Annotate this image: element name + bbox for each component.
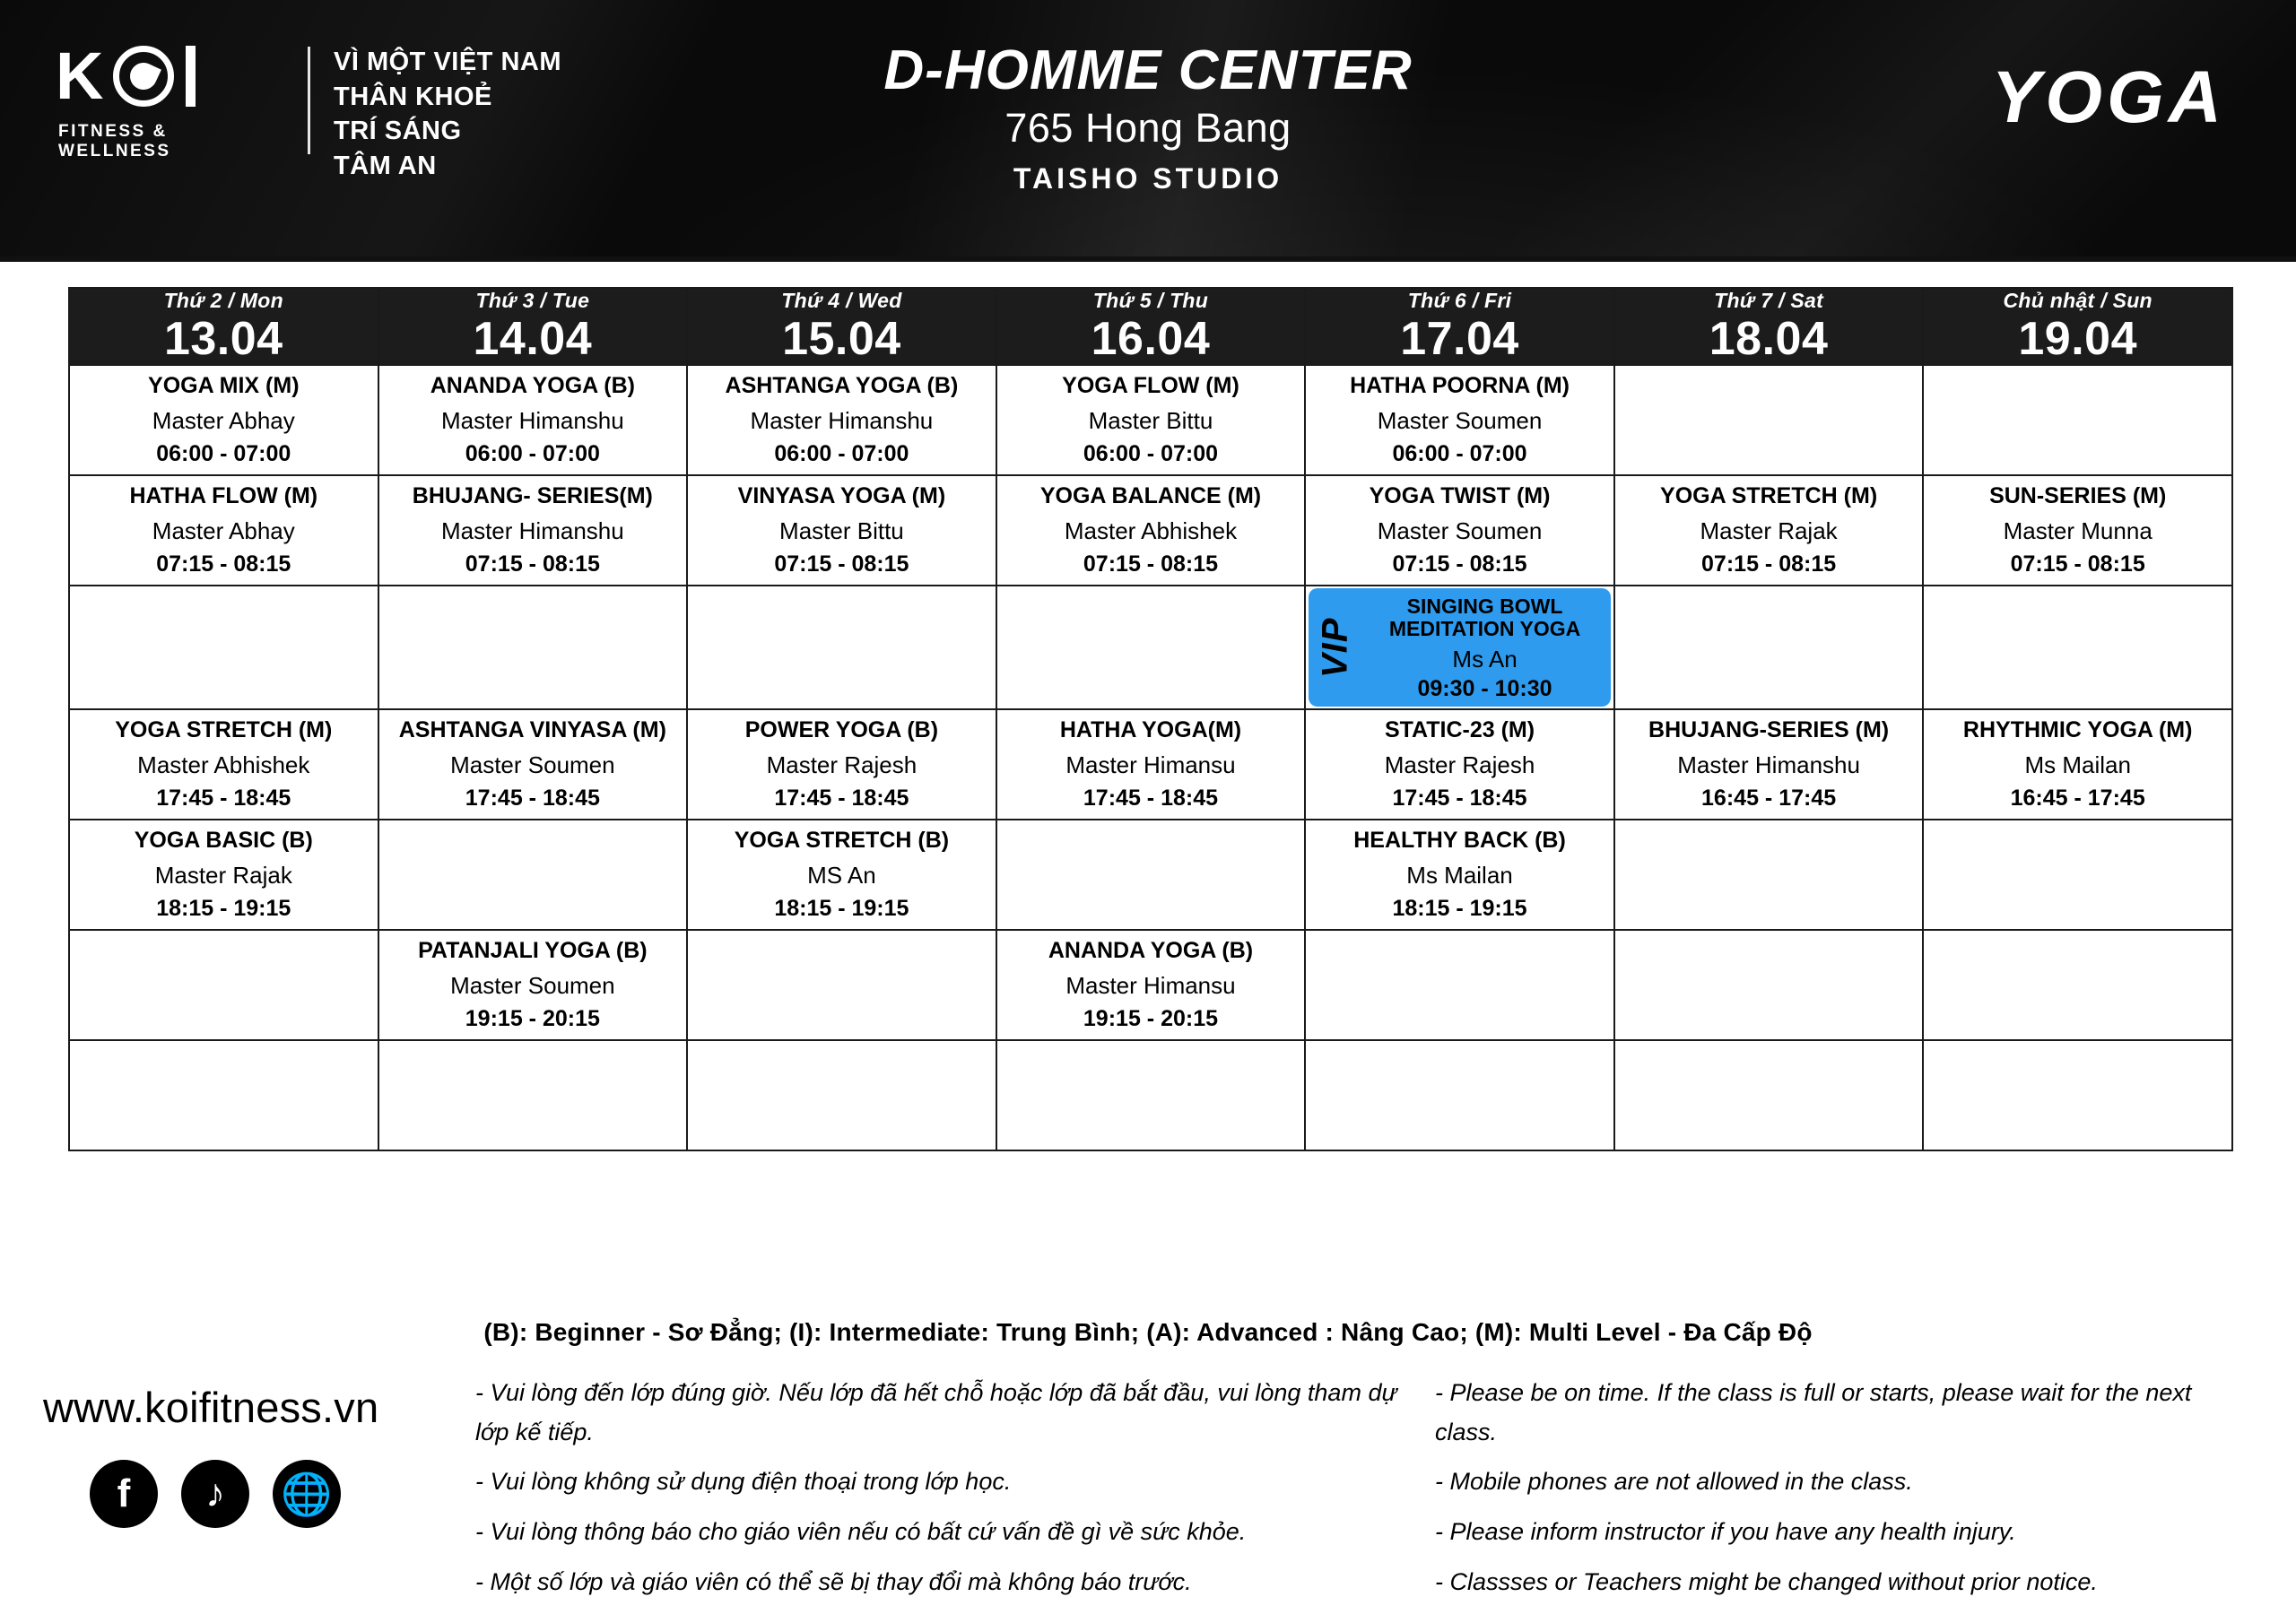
class-name: SUN-SERIES (M) [1989,483,2167,509]
class-cell[interactable] [1614,475,1924,586]
social-links [90,1460,341,1528]
schedule-row [69,365,2232,475]
class-teacher: Master Soumen [450,971,615,999]
day-name: Thứ 3 / Tue [475,289,590,312]
day-name: Thứ 5 / Thu [1092,289,1209,312]
schedule-row [69,475,2232,586]
day-date: 18.04 [1709,313,1829,365]
empty-cell [687,1040,996,1150]
empty-cell [1923,1040,2232,1150]
class-name: ASHTANGA VINYASA (M) [398,717,666,743]
day-column-thu [996,288,1306,365]
class-cell[interactable] [69,820,378,930]
class-time: 06:00 - 07:00 [1392,440,1527,466]
day-date: 17.04 [1400,313,1519,365]
class-time: 07:15 - 08:15 [1392,551,1527,577]
vip-badge: VIP [1315,616,1355,678]
class-name: RHYTHMIC YOGA (M) [1962,717,2193,743]
koi-logo [56,39,284,161]
class-time: 06:00 - 07:00 [465,440,600,466]
class-teacher: Master Himansu [1065,751,1236,778]
day-date: 13.04 [163,313,283,365]
website-link[interactable]: www.koifitness.vn [43,1384,379,1431]
slogan-line-4: TÂM AN [334,151,437,180]
class-time: 18:15 - 19:15 [774,895,909,921]
schedule-table-wrap [68,287,2233,1151]
class-time: 06:00 - 07:00 [774,440,909,466]
table-header-row [69,288,2232,365]
class-time: 06:00 - 07:00 [156,440,291,466]
class-time: 17:45 - 18:45 [774,785,909,811]
class-teacher: Ms Mailan [2024,751,2131,778]
class-time: 07:15 - 08:15 [774,551,909,577]
class-teacher: Ms Mailan [1406,861,1513,889]
class-cell[interactable] [996,930,1306,1040]
class-teacher: Master Soumen [1377,516,1543,544]
class-cell[interactable] [378,930,688,1040]
empty-cell [1614,820,1924,930]
class-teacher: Master Bittu [779,516,904,544]
class-cell[interactable] [1305,475,1614,586]
class-name: PATANJALI YOGA (B) [418,938,648,964]
empty-cell [687,586,996,709]
koi-fish-circle-icon [113,46,174,107]
class-name: YOGA FLOW (M) [1062,373,1239,399]
brand-tagline: FITNESS & WELLNESS [58,122,171,161]
class-cell[interactable] [378,365,688,475]
schedule-row [69,820,2232,930]
center-info [883,41,1412,195]
slogan-line-1: VÌ MỘT VIỆT NAM [334,48,561,76]
class-cell[interactable] [1923,709,2232,820]
class-time: 07:15 - 08:15 [465,551,600,577]
class-name: ANANDA YOGA (B) [430,373,635,399]
class-teacher: Master Rajesh [1384,751,1535,778]
day-name: Thứ 6 / Fri [1407,289,1512,312]
note-en-3: - Please inform instructor if you have any health injury. [1435,1518,2016,1546]
class-name: HATHA POORNA (M) [1350,373,1570,399]
empty-cell [1614,365,1924,475]
class-name: SINGING BOWL MEDITATION YOGA [1388,594,1581,641]
class-cell[interactable] [687,709,996,820]
class-name: STATIC-23 (M) [1384,717,1535,743]
class-time: 09:30 - 10:30 [1417,675,1552,701]
empty-cell [378,586,688,709]
class-cell[interactable] [996,475,1306,586]
day-date: 19.04 [2018,313,2137,365]
koi-letter-k: K [56,39,106,113]
tiktok-icon[interactable]: ♪ [181,1460,249,1528]
center-address: 765 Hong Bang [1004,105,1292,152]
day-column-tue [378,288,688,365]
center-title: D-HOMME CENTER [883,39,1413,101]
empty-cell [1614,1040,1924,1150]
class-time: 18:15 - 19:15 [156,895,291,921]
logo-divider [308,47,310,154]
schedule-row [69,709,2232,820]
class-time: 18:15 - 19:15 [1392,895,1527,921]
note-vi-3: - Vui lòng thông báo cho giáo viên nếu có bất cứ vấn đề gì về sức khỏe. [475,1518,1247,1546]
schedule-table [68,287,2233,1151]
class-cell[interactable] [687,475,996,586]
koi-letter-i [186,46,196,107]
empty-cell [996,1040,1306,1150]
class-cell[interactable] [378,475,688,586]
note-vi-4: - Một số lớp và giáo viên có thể sẽ bị thay đổi mà không báo trước. [475,1567,1192,1595]
class-time: 17:45 - 18:45 [156,785,291,811]
globe-icon[interactable]: 🌐 [273,1460,341,1528]
class-teacher: Master Himanshu [440,516,624,544]
schedule-row [69,1040,2232,1150]
class-cell[interactable] [996,365,1306,475]
class-name: YOGA MIX (M) [148,373,300,399]
note-en-2: - Mobile phones are not allowed in the class. [1435,1468,1913,1496]
class-cell[interactable] [687,820,996,930]
class-teacher: Master Rajak [1700,516,1838,544]
notes-vietnamese [475,1374,1426,1613]
class-name: HATHA YOGA(M) [1059,717,1242,743]
class-cell[interactable] [1923,475,2232,586]
empty-cell [378,820,688,930]
class-teacher: Master Soumen [1377,406,1543,434]
class-time: 07:15 - 08:15 [156,551,291,577]
class-teacher: Master Himansu [1065,971,1236,999]
vip-card-body [1362,588,1611,707]
facebook-icon[interactable]: f [90,1460,158,1528]
note-en-1: - Please be on time. If the class is full or starts, please wait for the next class. [1435,1379,2192,1445]
class-time: 19:15 - 20:15 [465,1005,600,1031]
class-name: YOGA STRETCH (M) [115,717,333,743]
class-cell[interactable] [996,709,1306,820]
slogan-line-3: TRÍ SÁNG [334,117,462,146]
vip-class-card[interactable] [1309,588,1611,707]
class-cell[interactable] [1305,365,1614,475]
class-teacher: Master Soumen [450,751,615,778]
note-vi-2: - Vui lòng không sử dụng điện thoại trong lớp học. [475,1468,1012,1496]
class-cell[interactable] [69,475,378,586]
class-name: ANANDA YOGA (B) [1048,938,1254,964]
class-name: ASHTANGA YOGA (B) [725,373,959,399]
empty-cell [1923,930,2232,1040]
class-name: YOGA STRETCH (B) [734,828,950,854]
level-legend: (B): Beginner - Sơ Đẳng; (I): Intermediate: Trung Bình; (A): Advanced : Nâng Cao; (M): Multi Level - Đa Cấp Độ [483,1318,1813,1346]
class-name: YOGA BASIC (B) [134,828,313,854]
day-column-sat [1614,288,1924,365]
empty-cell [996,820,1306,930]
day-column-fri [1305,288,1614,365]
empty-cell [1305,930,1614,1040]
class-time: 07:15 - 08:15 [1701,551,1837,577]
day-column-sun [1923,288,2232,365]
empty-cell [1614,930,1924,1040]
class-name: BHUJANG-SERIES (M) [1648,717,1890,743]
class-teacher: MS An [807,861,876,889]
day-column-mon [69,288,378,365]
empty-cell [1923,586,2232,709]
day-name: Thứ 2 / Mon [163,289,283,312]
class-cell[interactable] [1305,586,1614,709]
notes-english [1435,1374,2242,1613]
class-name: YOGA TWIST (M) [1369,483,1551,509]
empty-cell [1923,365,2232,475]
class-name: VINYASA YOGA (M) [737,483,946,509]
class-time: 16:45 - 17:45 [2010,785,2145,811]
class-time: 16:45 - 17:45 [1701,785,1837,811]
empty-cell [69,930,378,1040]
class-teacher: Master Himanshu [1677,751,1860,778]
category-title: YOGA [1991,56,2226,138]
brand-logo-block [56,39,561,183]
empty-cell [687,930,996,1040]
class-time: 17:45 - 18:45 [1392,785,1527,811]
class-teacher: Master Abhay [152,406,295,434]
brand-slogan [334,43,561,183]
class-cell[interactable] [69,709,378,820]
class-teacher: Master Abhay [152,516,295,544]
day-date: 16.04 [1091,313,1211,365]
day-name: Thứ 4 / Wed [781,289,902,312]
class-name: BHUJANG- SERIES(M) [412,483,653,509]
class-cell[interactable] [1614,709,1924,820]
day-column-wed [687,288,996,365]
day-name: Thứ 7 / Sat [1714,289,1824,312]
class-time: 19:15 - 20:15 [1083,1005,1219,1031]
empty-cell [69,1040,378,1150]
class-teacher: Master Himanshu [750,406,934,434]
slogan-line-2: THÂN KHOẺ [334,82,492,111]
class-name: HATHA FLOW (M) [129,483,318,509]
class-teacher: Master Himanshu [440,406,624,434]
note-en-4: - Classses or Teachers might be changed without prior notice. [1435,1567,2098,1595]
class-teacher: Master Bittu [1088,406,1213,434]
class-cell[interactable] [1305,820,1614,930]
class-time: 07:15 - 08:15 [1083,551,1219,577]
class-teacher: Master Rajesh [766,751,918,778]
class-teacher: Master Munna [2003,516,2152,544]
class-time: 07:15 - 08:15 [2010,551,2145,577]
class-name: HEALTHY BACK (B) [1353,828,1566,854]
empty-cell [1305,1040,1614,1150]
class-cell[interactable] [69,365,378,475]
class-time: 17:45 - 18:45 [465,785,600,811]
class-teacher: Master Abhishek [137,751,310,778]
class-name: YOGA BALANCE (M) [1039,483,1262,509]
day-name: Chủ nhật / Sun [2003,289,2152,312]
empty-cell [996,586,1306,709]
note-vi-1: - Vui lòng đến lớp đúng giờ. Nếu lớp đã hết chỗ hoặc lớp đã bắt đầu, vui lòng tham dự lớp kế tiếp. [475,1379,1397,1445]
class-name: YOGA STRETCH (M) [1660,483,1878,509]
page-footer [0,1361,2296,1623]
schedule-row [69,930,2232,1040]
day-date: 14.04 [473,313,593,365]
class-teacher: Master Rajak [154,861,292,889]
class-cell[interactable] [378,709,688,820]
class-cell[interactable] [1305,709,1614,820]
koi-wordmark [56,39,284,113]
empty-cell [1614,586,1924,709]
schedule-row [69,586,2232,709]
class-name: POWER YOGA (B) [744,717,939,743]
class-time: 06:00 - 07:00 [1083,440,1219,466]
center-studio: TAISHO STUDIO [1013,162,1283,195]
empty-cell [378,1040,688,1150]
empty-cell [69,586,378,709]
day-date: 15.04 [782,313,901,365]
class-cell[interactable] [687,365,996,475]
class-teacher: Master Abhishek [1064,516,1238,544]
class-teacher: Ms An [1452,646,1518,673]
page-header [0,0,2296,262]
schedule-body [69,365,2232,1150]
empty-cell [1923,820,2232,930]
class-time: 17:45 - 18:45 [1083,785,1219,811]
